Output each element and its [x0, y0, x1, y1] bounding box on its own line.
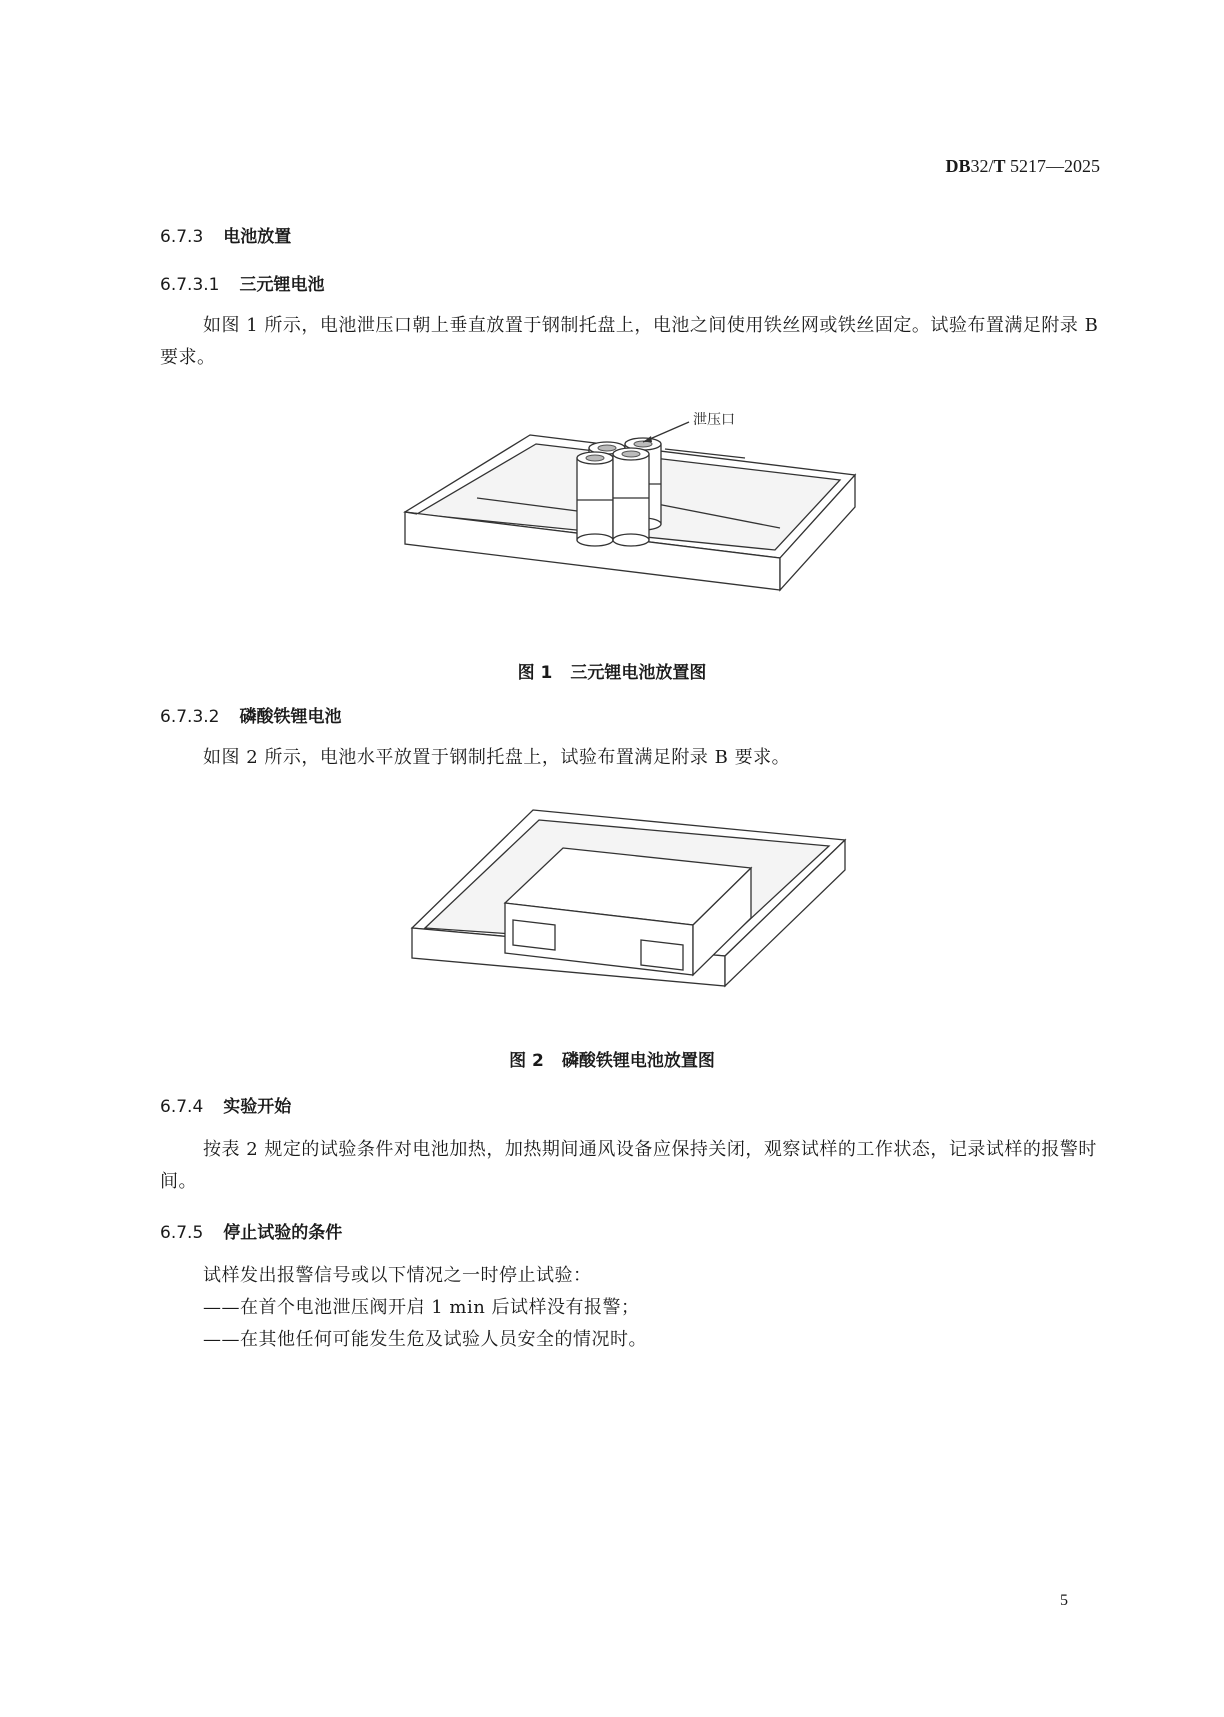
figure-1-diagram	[395, 400, 865, 640]
heading-6-7-3-1: 6.7.3.1 三元锂电池	[160, 275, 325, 295]
figure-1-caption: 图 1 三元锂电池放置图	[517, 663, 707, 683]
paragraph-6-7-3-1: 如图 1 所示，电池泄压口朝上垂直放置于钢制托盘上，电池之间使用铁丝网或铁丝固定。试验布置满足附录 B 要求。	[160, 315, 1099, 368]
battery-pack-handle-left	[513, 920, 555, 950]
document-code: DB32/T 5217—2025	[945, 156, 1100, 176]
list-item: ——在其他任何可能发生危及试验人员安全的情况时。	[203, 1329, 647, 1350]
heading-6-7-3: 6.7.3 电池放置	[160, 227, 292, 247]
heading-6-7-5: 6.7.5 停止试验的条件	[160, 1223, 343, 1243]
battery-pack-handle-right	[641, 940, 683, 970]
paragraph-6-7-3-2: 如图 2 所示，电池水平放置于钢制托盘上，试验布置满足附录 B 要求。	[203, 747, 791, 768]
battery-cell	[577, 452, 613, 546]
battery-cell	[613, 448, 649, 546]
list-item: ——在首个电池泄压阀开启 1 min 后试样没有报警；	[203, 1297, 640, 1318]
heading-6-7-3-2: 6.7.3.2 磷酸铁锂电池	[160, 707, 342, 727]
heading-6-7-4: 6.7.4 实验开始	[160, 1097, 292, 1117]
vent-label: 泄压口	[693, 412, 735, 428]
paragraph-6-7-4: 按表 2 规定的试验条件对电池加热，加热期间通风设备应保持关闭，观察试样的工作状态，记录试样的报警时间。	[160, 1139, 1097, 1192]
paragraph-6-7-5-intro: 试样发出报警信号或以下情况之一时停止试验：	[203, 1265, 592, 1286]
figure-2-diagram	[405, 800, 855, 1025]
figure-2-caption: 图 2 磷酸铁锂电池放置图	[509, 1051, 715, 1071]
page-number: 5	[1060, 1592, 1068, 1609]
